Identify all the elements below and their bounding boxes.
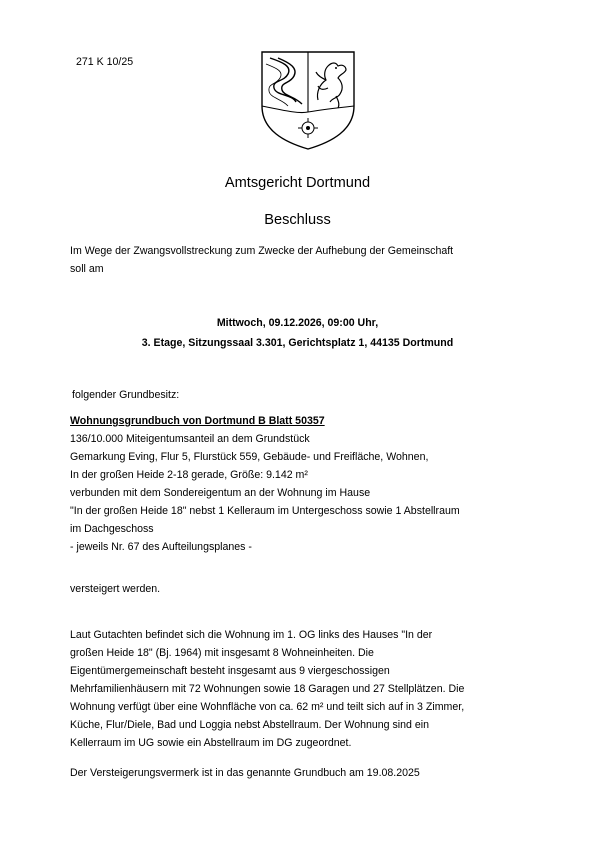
property-lead: folgender Grundbesitz:: [72, 389, 180, 401]
property-line: im Dachgeschoss: [70, 523, 154, 535]
auction-phrase: versteigert werden.: [70, 583, 161, 595]
appraisal-line: großen Heide 18" (Bj. 1964) mit insgesamt 8 Wohneinheiten. Die: [70, 647, 374, 659]
property-description: [70, 412, 540, 556]
appraisal-line: Mehrfamilienhäusern mit 72 Wohnungen sowie 18 Garagen und 27 Stellplätzen. Die: [70, 683, 465, 695]
coat-of-arms-icon: [258, 48, 358, 152]
intro-line: soll am: [70, 263, 104, 275]
appraisal-line: Wohnung verfügt über eine Wohnfläche von ca. 62 m² und teilt sich auf in 3 Zimmer,: [70, 701, 465, 713]
case-number: 271 K 10/25: [76, 56, 134, 68]
document-title: Beschluss: [264, 212, 331, 228]
appointment-date: Mittwoch, 09.12.2026, 09:00 Uhr,: [216, 317, 379, 329]
property-heading: Wohnungsgrundbuch von Dortmund B Blatt 50357: [70, 415, 325, 427]
intro-line: Im Wege der Zwangsvollstreckung zum Zwecke der Aufhebung der Gemeinschaft: [70, 245, 454, 257]
appraisal-line: Eigentümergemeinschaft besteht insgesamt aus 9 viergeschossigen: [70, 665, 390, 677]
appraisal-paragraph: [70, 626, 540, 752]
property-line: In der großen Heide 2-18 gerade, Größe: 9.142 m²: [70, 469, 308, 481]
registration-note: Der Versteigerungsvermerk ist in das genannte Grundbuch am 19.08.2025: [70, 767, 420, 779]
appointment-location: 3. Etage, Sitzungssaal 3.301, Gerichtsplatz 1, 44135 Dortmund: [141, 337, 454, 349]
property-line: Gemarkung Eving, Flur 5, Flurstück 559, Gebäude- und Freifläche, Wohnen,: [70, 451, 429, 463]
property-line: verbunden mit dem Sondereigentum an der Wohnung im Hause: [70, 487, 371, 499]
intro-paragraph: [70, 242, 540, 278]
court-name: Amtsgericht Dortmund: [224, 175, 371, 191]
appraisal-line: Küche, Flur/Diele, Bad und Loggia nebst Abstellraum. Der Wohnung sind ein: [70, 719, 430, 731]
property-line: "In der großen Heide 18" nebst 1 Kelleraum im Untergeschoss sowie 1 Abstellraum: [70, 505, 460, 517]
appraisal-line: Laut Gutachten befindet sich die Wohnung im 1. OG links des Hauses "In der: [70, 629, 433, 641]
property-line: 136/10.000 Miteigentumsanteil an dem Grundstück: [70, 433, 310, 445]
appraisal-line: Kellerraum im UG sowie ein Abstellraum im DG zugeordnet.: [70, 737, 352, 749]
property-line: - jeweils Nr. 67 des Aufteilungsplanes -: [70, 541, 252, 553]
